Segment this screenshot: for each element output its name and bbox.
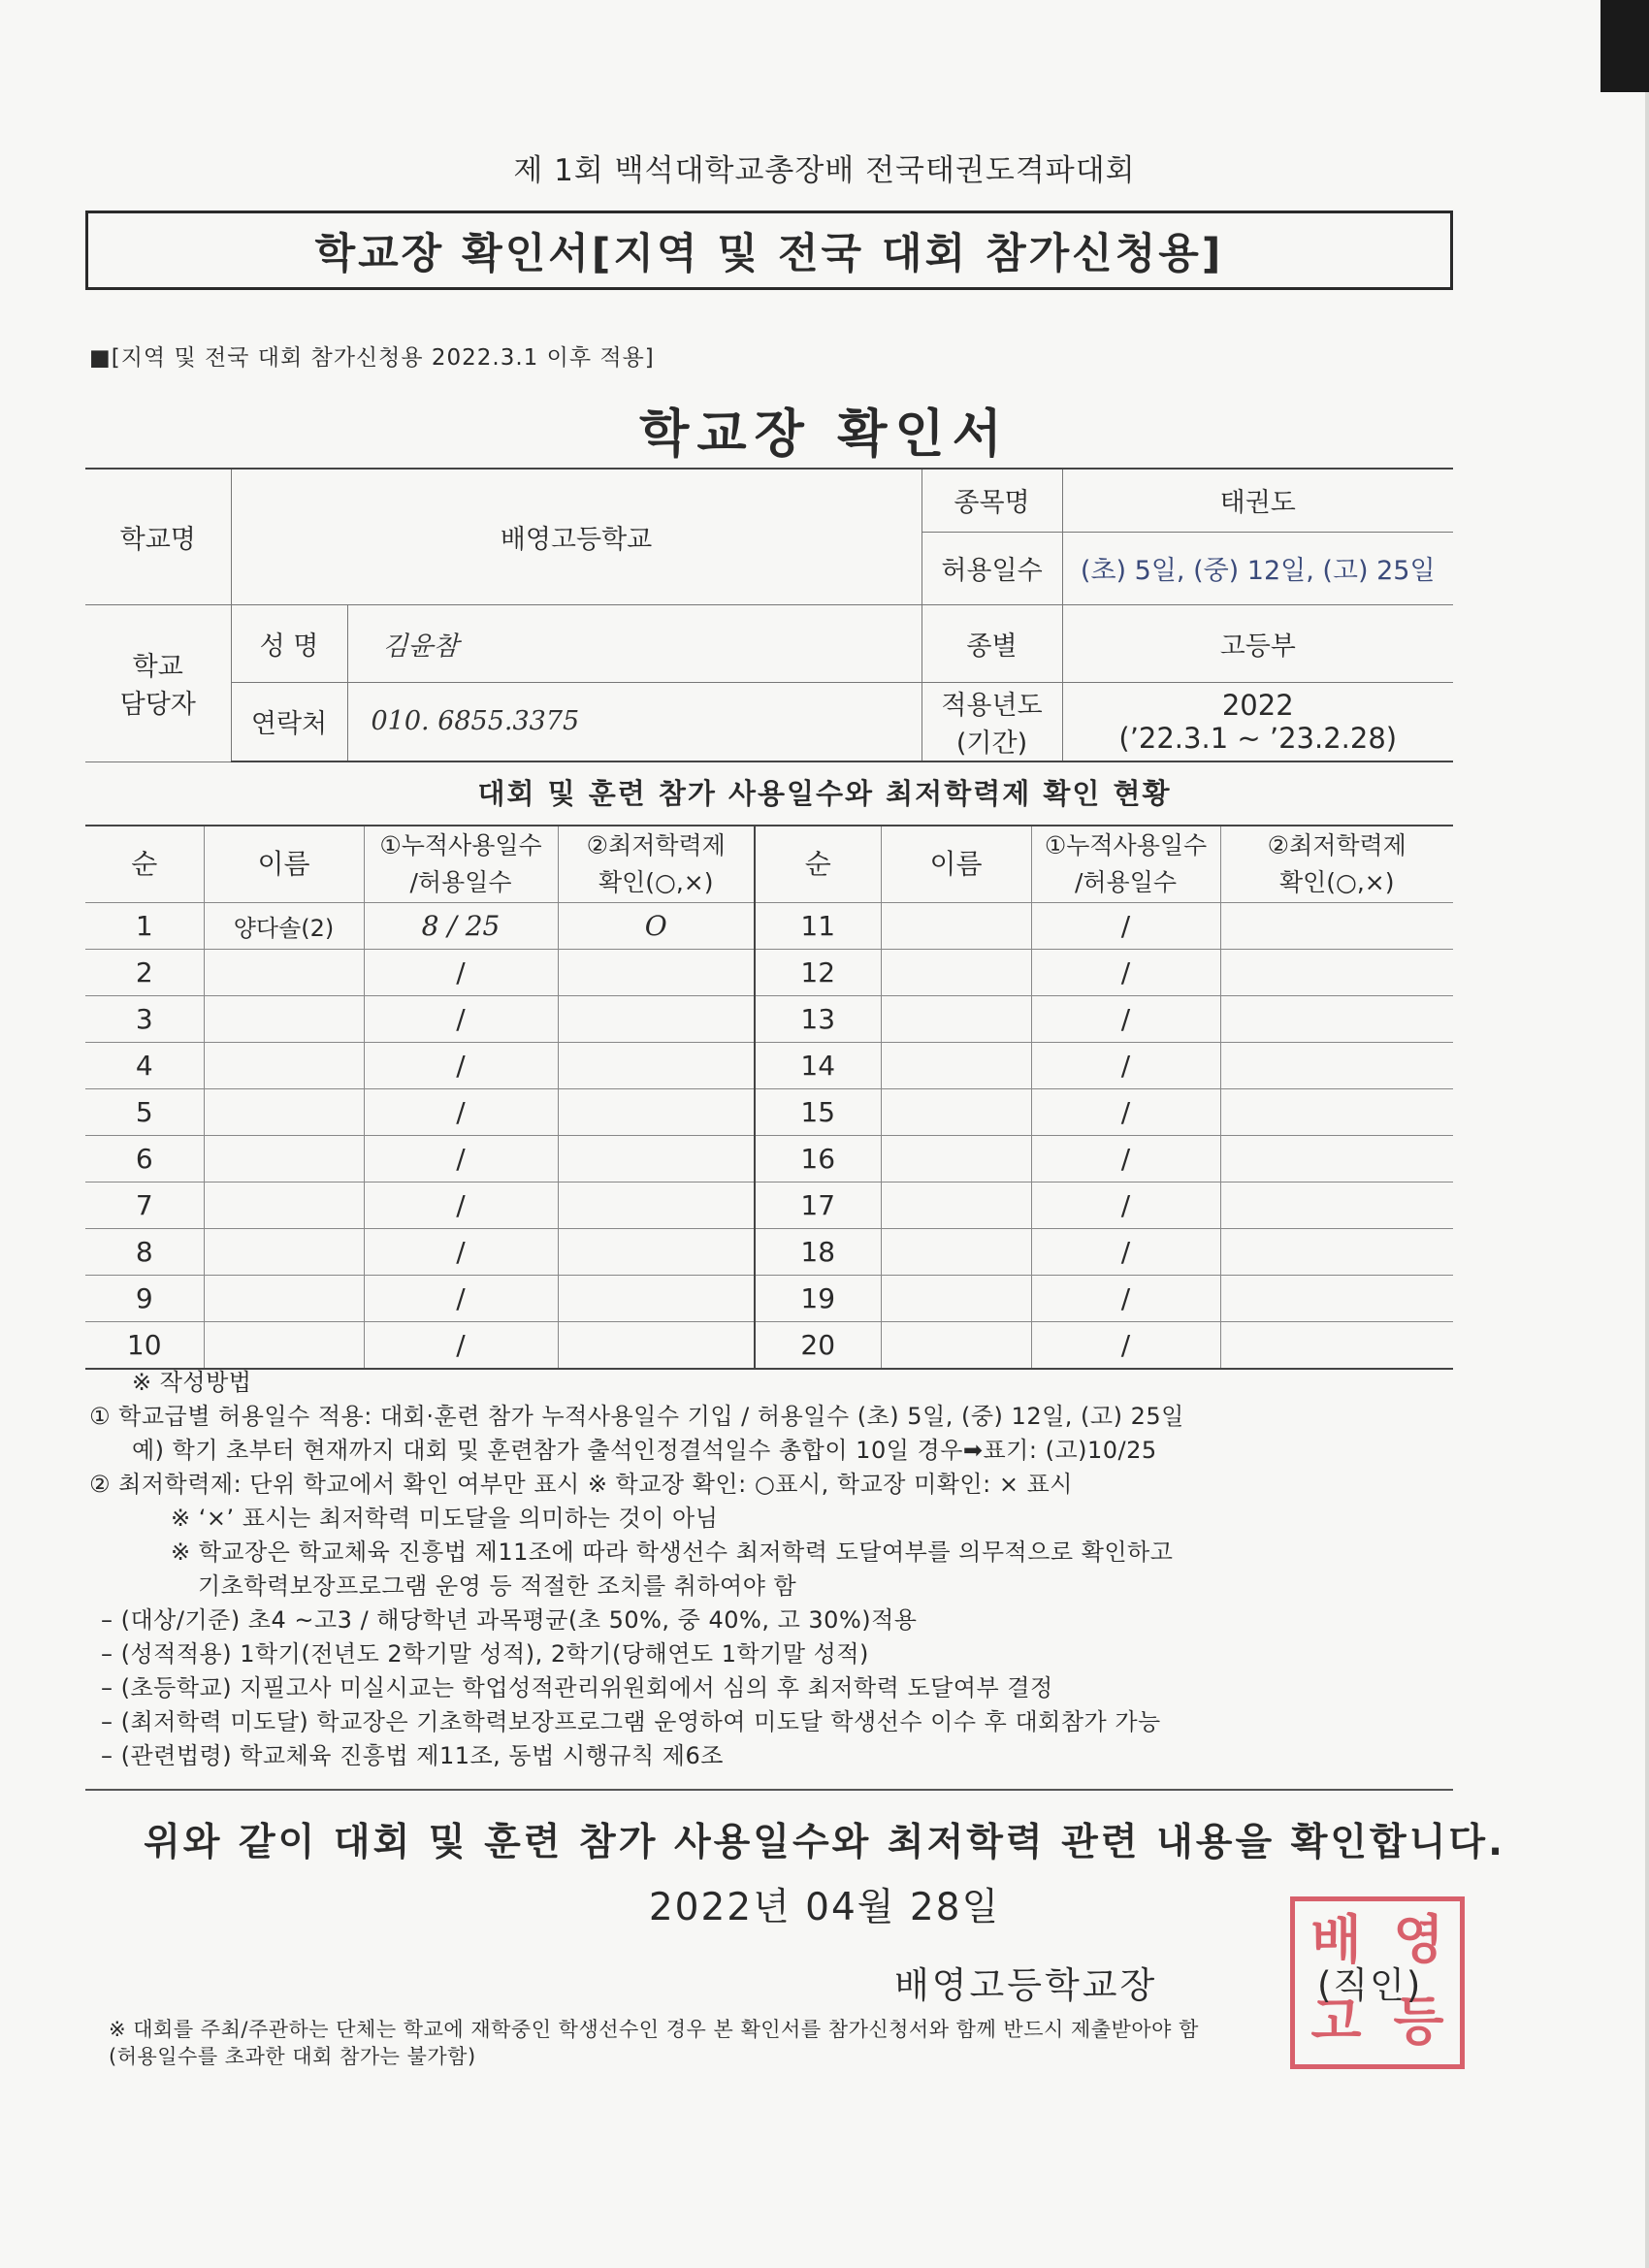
instruction-dash-3: – (초등학교) 지필고사 미실시교는 학업성적관리위원회에서 심의 후 최저학력 도달여부 결정 (101, 1674, 1053, 1701)
header-num-right: 순 (755, 826, 881, 903)
name-label: 성 명 (231, 604, 347, 682)
contact-label: 연락처 (231, 682, 347, 761)
year-label: 적용년도 (기간) (922, 682, 1062, 761)
row-name (881, 903, 1031, 950)
table-header (85, 826, 1453, 903)
row-num: 7 (85, 1183, 204, 1229)
table-row (85, 1322, 1453, 1370)
signer-name: 배영고등학교장 (894, 1964, 1158, 2006)
row-days: / (1031, 1276, 1220, 1322)
row-check (558, 1322, 755, 1370)
header-name-right: 이름 (881, 826, 1031, 903)
scan-edge (1600, 0, 1649, 92)
row-name (881, 950, 1031, 996)
table-row (85, 1136, 1453, 1183)
instruction-note-1: ※ ‘×’ 표시는 최저학력 미도달을 의미하는 것이 아님 (171, 1505, 719, 1532)
row-name (881, 1322, 1031, 1370)
row-name: 양다솔(2) (204, 903, 364, 950)
row-days: / (1031, 996, 1220, 1043)
row-days: / (1031, 1136, 1220, 1183)
instruction-dash-5: – (관련법령) 학교체육 진흥법 제11조, 동법 시행규칙 제6조 (101, 1742, 724, 1769)
row-check (1220, 1043, 1453, 1089)
header-check-right: ②최저학력제 확인(○,×) (1220, 826, 1453, 903)
row-check (558, 1136, 755, 1183)
row-name (881, 996, 1031, 1043)
row-days: / (364, 1229, 558, 1276)
seal-char: 배 (1310, 1909, 1362, 1970)
row-days: / (364, 1043, 558, 1089)
row-num: 17 (755, 1183, 881, 1229)
manager-label: 학교 담당자 (85, 604, 231, 761)
row-check (558, 1276, 755, 1322)
status-table (85, 825, 1453, 1370)
row-num: 16 (755, 1136, 881, 1183)
row-num: 4 (85, 1043, 204, 1089)
row-check (558, 996, 755, 1043)
row-days: / (364, 1276, 558, 1322)
row-name (204, 950, 364, 996)
event-title: 제 1회 백석대학교총장배 전국태권도격파대회 (513, 153, 1136, 188)
row-days: / (364, 1183, 558, 1229)
form-title: 학교장 확인서 (639, 405, 1010, 464)
row-name (204, 1043, 364, 1089)
year-value: 2022 (’22.3.1 ~ ’23.2.28) (1062, 682, 1453, 761)
instruction-note-2: ※ 학교장은 학교체육 진흥법 제11조에 따라 학생선수 최저학력 도달여부를 의무적으로 확인하고 (171, 1539, 1174, 1566)
row-name (881, 1183, 1031, 1229)
instructions-heading: ※ 작성방법 (132, 1369, 252, 1396)
row-name (204, 1322, 364, 1370)
division-value: 고등부 (1062, 604, 1453, 682)
issue-date: 2022년 04월 28일 (648, 1886, 1001, 1929)
row-days: / (1031, 950, 1220, 996)
row-days: / (1031, 1043, 1220, 1089)
confirmation-text: 위와 같이 대회 및 훈련 참가 사용일수와 최저학력 관련 내용을 확인합니다. (144, 1821, 1505, 1864)
row-name (204, 1229, 364, 1276)
row-num: 14 (755, 1043, 881, 1089)
row-num: 19 (755, 1276, 881, 1322)
table-row (85, 1043, 1453, 1089)
row-name (204, 1276, 364, 1322)
seal-char: 고 (1310, 1991, 1362, 2052)
header-days: ①누적사용일수 /허용일수 (364, 826, 558, 903)
allowed-days-value: (초) 5일, (중) 12일, (고) 25일 (1062, 532, 1453, 604)
row-name (881, 1229, 1031, 1276)
row-check (1220, 1089, 1453, 1136)
row-check (1220, 1322, 1453, 1370)
table-row (85, 996, 1453, 1043)
info-table (85, 468, 1453, 762)
instruction-dash-1: – (대상/기준) 초4 ~고3 / 해당학년 과목평균(초 50%, 중 40%, 고 30%)적용 (101, 1606, 918, 1634)
row-name (881, 1043, 1031, 1089)
row-days: / (1031, 1322, 1220, 1370)
divider-line (85, 1789, 1453, 1791)
table-row (85, 903, 1453, 950)
school-name: 배영고등학교 (231, 469, 922, 604)
row-num: 2 (85, 950, 204, 996)
seal-mark: (직인) (1317, 1964, 1423, 2006)
row-days: / (364, 1136, 558, 1183)
row-num: 3 (85, 996, 204, 1043)
row-num: 11 (755, 903, 881, 950)
seal-char: 영 (1393, 1909, 1444, 1970)
row-name (204, 1089, 364, 1136)
row-check: O (558, 903, 755, 950)
row-num: 8 (85, 1229, 204, 1276)
seal-char: 등 (1393, 1991, 1444, 2052)
table-row (85, 1229, 1453, 1276)
row-name (881, 1136, 1031, 1183)
row-days: / (364, 1089, 558, 1136)
allowed-days-label: 허용일수 (922, 532, 1062, 604)
row-days: / (1031, 1229, 1220, 1276)
instruction-dash-4: – (최저학력 미도달) 학교장은 기초학력보장프로그램 운영하여 미도달 학생선수 이수 후 대회참가 가능 (101, 1708, 1161, 1735)
table-row (85, 950, 1453, 996)
row-check (558, 1183, 755, 1229)
row-num: 20 (755, 1322, 881, 1370)
row-check (1220, 1276, 1453, 1322)
footnote-line-1: ※ 대회를 주최/주관하는 단체는 학교에 재학중인 학생선수인 경우 본 확인서를 참가신청서와 함께 반드시 제출받아야 함 (109, 2018, 1199, 2041)
row-days: / (1031, 903, 1220, 950)
row-days: / (1031, 1089, 1220, 1136)
instruction-item-2: ② 최저학력제: 단위 학교에서 확인 여부만 표시 ※ 학교장 확인: ○표시, 학교장 미확인: × 표시 (89, 1471, 1073, 1498)
row-check (558, 1229, 755, 1276)
row-num: 13 (755, 996, 881, 1043)
instruction-item-1: ① 학교급별 허용일수 적용: 대회·훈련 참가 누적사용일수 기입 / 허용일수 (초) 5일, (중) 12일, (고) 25일 (89, 1403, 1184, 1430)
footnote (109, 2016, 1199, 2070)
section-title: 대회 및 훈련 참가 사용일수와 최저학력제 확인 현황 (477, 777, 1172, 810)
row-check (1220, 996, 1453, 1043)
row-name (204, 996, 364, 1043)
row-days: / (364, 950, 558, 996)
instruction-dash-2: – (성적적용) 1학기(전년도 2학기말 성적), 2학기(당해연도 1학기말 성적) (101, 1640, 869, 1668)
division-label: 종별 (922, 604, 1062, 682)
instructions (89, 1366, 1467, 1773)
row-check (1220, 1229, 1453, 1276)
row-num: 6 (85, 1136, 204, 1183)
school-label: 학교명 (85, 469, 231, 604)
row-days: / (364, 996, 558, 1043)
header-name: 이름 (204, 826, 364, 903)
sport-label: 종목명 (922, 469, 1062, 532)
table-row (85, 1276, 1453, 1322)
table-row (85, 1183, 1453, 1229)
table-row (85, 1089, 1453, 1136)
row-name (881, 1089, 1031, 1136)
row-check (1220, 1183, 1453, 1229)
instruction-note-2-cont: 기초학력보장프로그램 운영 등 적절한 조치를 취하여야 함 (198, 1572, 797, 1600)
row-days: / (364, 1322, 558, 1370)
row-num: 10 (85, 1322, 204, 1370)
row-name (204, 1136, 364, 1183)
contact-handwritten: 010. 6855.3375 (347, 682, 922, 761)
row-check (1220, 1136, 1453, 1183)
manager-name-handwritten: 김윤참 (347, 604, 922, 682)
row-name (204, 1183, 364, 1229)
row-num: 12 (755, 950, 881, 996)
row-num: 18 (755, 1229, 881, 1276)
row-check (1220, 950, 1453, 996)
header-days-right: ①누적사용일수 /허용일수 (1031, 826, 1220, 903)
row-name (881, 1276, 1031, 1322)
row-days: 8 / 25 (364, 903, 558, 950)
row-num: 1 (85, 903, 204, 950)
apply-note: ■[지역 및 전국 대회 참가신청용 2022.3.1 이후 적용] (89, 345, 655, 371)
footnote-line-2: (허용일수를 초과한 대회 참가는 불가함) (109, 2045, 476, 2068)
row-num: 9 (85, 1276, 204, 1322)
sport-value: 태권도 (1062, 469, 1453, 532)
row-check (558, 950, 755, 996)
header-num: 순 (85, 826, 204, 903)
row-check (558, 1089, 755, 1136)
row-num: 15 (755, 1089, 881, 1136)
instruction-item-1-example: 예) 학기 초부터 현재까지 대회 및 훈련참가 출석인정결석일수 총합이 10일 경우➡표기: (고)10/25 (132, 1437, 1157, 1464)
row-num: 5 (85, 1089, 204, 1136)
row-days: / (1031, 1183, 1220, 1229)
row-check (558, 1043, 755, 1089)
row-check (1220, 903, 1453, 950)
document-title: 학교장 확인서[지역 및 전국 대회 참가신청용] (85, 211, 1453, 290)
header-check: ②최저학력제 확인(○,×) (558, 826, 755, 903)
